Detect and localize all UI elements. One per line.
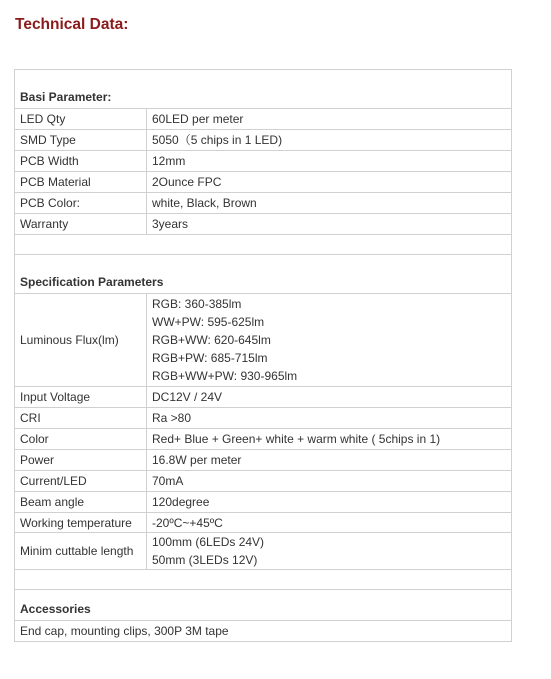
row-value: 120degree xyxy=(147,492,512,513)
table-row xyxy=(15,471,512,492)
row-label: Working temperature xyxy=(15,513,147,533)
row-value: Ra >80 xyxy=(147,408,512,429)
spacer-row xyxy=(15,570,512,590)
accessories-value: End cap, mounting clips, 300P 3M tape xyxy=(15,621,512,642)
table-row xyxy=(15,513,512,533)
row-value xyxy=(147,533,512,570)
table-row xyxy=(15,130,512,151)
table-row xyxy=(15,408,512,429)
row-value: -20ºC~+45ºC xyxy=(147,513,512,533)
row-value: 60LED per meter xyxy=(147,109,512,130)
technical-data-table xyxy=(14,69,512,642)
table-row xyxy=(15,172,512,193)
row-value: Red+ Blue + Green+ white + warm white ( 5chips in 1) xyxy=(147,429,512,450)
row-label: Beam angle xyxy=(15,492,147,513)
section-heading-row xyxy=(15,590,512,621)
flux-line: RGB+PW: 685-715lm xyxy=(152,351,268,365)
row-value: 3years xyxy=(147,214,512,235)
row-value xyxy=(147,294,512,387)
flux-line: WW+PW: 595-625lm xyxy=(152,315,265,329)
row-label: PCB Material xyxy=(15,172,147,193)
table-row xyxy=(15,429,512,450)
row-label: LED Qty xyxy=(15,109,147,130)
table-row xyxy=(15,621,512,642)
table-row xyxy=(15,214,512,235)
row-label: Current/LED xyxy=(15,471,147,492)
row-value: 2Ounce FPC xyxy=(147,172,512,193)
row-label: Luminous Flux(lm) xyxy=(15,294,147,387)
table-row xyxy=(15,387,512,408)
table-row xyxy=(15,492,512,513)
spacer-row xyxy=(15,235,512,255)
table-row-cuttable-length xyxy=(15,533,512,570)
row-label: PCB Color: xyxy=(15,193,147,214)
row-value: 70mA xyxy=(147,471,512,492)
flux-line: RGB+WW+PW: 930-965lm xyxy=(152,369,298,383)
table-row xyxy=(15,450,512,471)
row-label: SMD Type xyxy=(15,130,147,151)
row-label: Power xyxy=(15,450,147,471)
flux-line: RGB: 360-385lm xyxy=(152,297,242,311)
row-label: Color xyxy=(15,429,147,450)
row-value: 12mm xyxy=(147,151,512,172)
table-row-luminous-flux xyxy=(15,294,512,387)
page-title: Technical Data: xyxy=(15,16,129,33)
row-label: Input Voltage xyxy=(15,387,147,408)
flux-line: RGB+WW: 620-645lm xyxy=(152,333,271,347)
section-heading-basic: Basi Parameter: xyxy=(15,70,512,109)
section-heading-row xyxy=(15,255,512,294)
table-row xyxy=(15,109,512,130)
row-value: DC12V / 24V xyxy=(147,387,512,408)
row-label: CRI xyxy=(15,408,147,429)
cuttable-line: 100mm (6LEDs 24V) xyxy=(152,535,265,549)
table-row xyxy=(15,193,512,214)
row-value: 16.8W per meter xyxy=(147,450,512,471)
row-label: Warranty xyxy=(15,214,147,235)
cuttable-line: 50mm (3LEDs 12V) xyxy=(152,553,258,567)
row-value: 5050（5 chips in 1 LED) xyxy=(147,130,512,151)
row-value: white, Black, Brown xyxy=(147,193,512,214)
row-label: Minim cuttable length xyxy=(15,533,147,570)
section-heading-accessories: Accessories xyxy=(15,590,512,621)
section-heading-spec: Specification Parameters xyxy=(15,255,512,294)
table-row xyxy=(15,151,512,172)
row-label: PCB Width xyxy=(15,151,147,172)
section-heading-row xyxy=(15,70,512,109)
